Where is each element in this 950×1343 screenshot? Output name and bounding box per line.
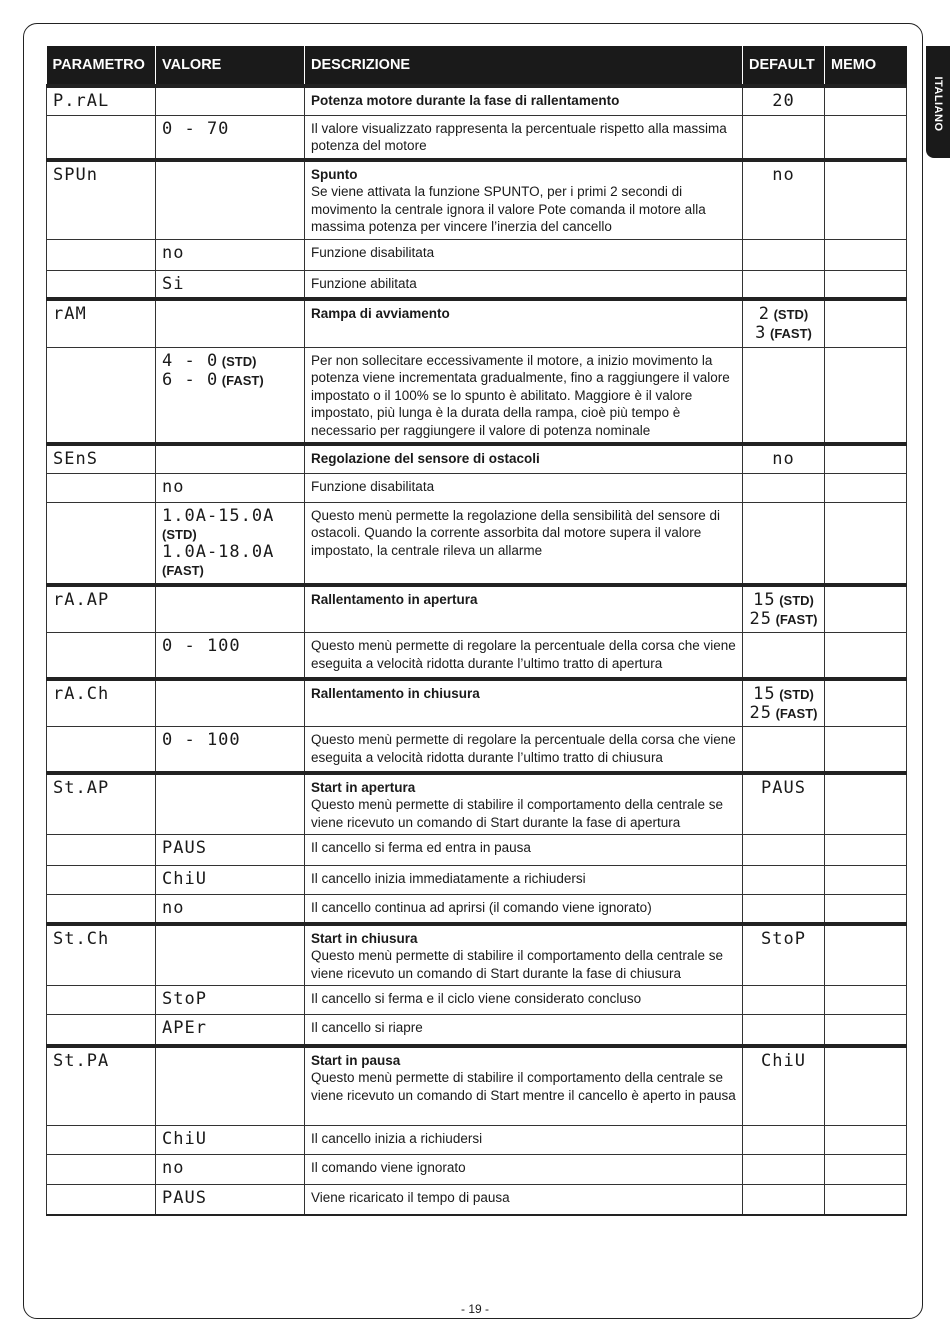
- description-title: Rampa di avviamento: [311, 306, 450, 321]
- value-suffix: (STD): [775, 592, 814, 608]
- default-cell: [743, 299, 825, 347]
- param-cell: [47, 86, 156, 115]
- memo-cell: [825, 866, 907, 895]
- memo-cell: [825, 1185, 907, 1215]
- param-cell: [47, 347, 156, 444]
- description-text: Se viene attivata la funzione SPUNTO, per i primi 2 secondi di movimento la centrale ignora il valore Pote comanda il motore alla massima potenza per vincere l’inerzia del cancello: [311, 184, 706, 234]
- description-title: Start in apertura: [311, 779, 416, 795]
- value-suffix: (STD): [162, 526, 197, 542]
- table-row: [47, 347, 907, 444]
- param-cell: [47, 299, 156, 347]
- description-cell: [305, 1015, 743, 1046]
- param-cell: [47, 473, 156, 502]
- table-row: [47, 1155, 907, 1185]
- description-text: Questo menù permette di stabilire il comportamento della centrale se viene ricevuto un comando di Start durante la fase di chiusura: [311, 948, 723, 981]
- language-tab: [926, 46, 950, 158]
- param-cell: [47, 773, 156, 835]
- default-value: [749, 685, 818, 704]
- memo-cell: [825, 835, 907, 866]
- default-value: [749, 591, 818, 610]
- memo-cell: [825, 1046, 907, 1126]
- header-memo: MEMO: [825, 46, 907, 86]
- description-text: Il comando viene ignorato: [311, 1160, 466, 1175]
- table-body: [47, 86, 907, 1215]
- table-row: [47, 866, 907, 895]
- default-value: [749, 450, 818, 469]
- memo-cell: [825, 239, 907, 270]
- value-suffix: (FAST): [162, 563, 204, 578]
- description-text: Questo menù permette la regolazione della sensibilità del sensore di ostacoli. Quando la corrente assorbita dal motore supera il valore impostato, la centrale rileva un allarme: [311, 507, 720, 558]
- description-cell: [305, 160, 743, 240]
- description-cell: [305, 1046, 743, 1126]
- memo-cell: [825, 86, 907, 115]
- param-cell: [47, 633, 156, 679]
- table-row: [47, 835, 907, 866]
- value-line: [162, 839, 298, 858]
- value-cell: [156, 239, 305, 270]
- param-cell: [47, 1185, 156, 1215]
- default-cell: [743, 773, 825, 835]
- lcd-value: ChiU: [761, 1050, 806, 1071]
- description-text: Questo menù permette di regolare la percentuale della corsa che viene eseguita a velocità ridotta durante l’ultimo tratto di apertura: [311, 638, 736, 671]
- lcd-value: no: [162, 242, 185, 263]
- param-cell: [47, 1015, 156, 1046]
- value-cell: [156, 1126, 305, 1155]
- description-cell: [305, 924, 743, 986]
- description-text: Questo menù permette di regolare la percentuale della corsa che viene eseguita a velocità ridotta durante l’ultimo tratto di chiusura: [311, 732, 736, 765]
- table-row: [47, 239, 907, 270]
- value-cell: [156, 773, 305, 835]
- description-text: Viene ricaricato il tempo di pausa: [311, 1190, 510, 1205]
- value-cell: [156, 86, 305, 115]
- description-cell: [305, 727, 743, 773]
- default-cell: [743, 633, 825, 679]
- table-row: [47, 86, 907, 115]
- memo-cell: [825, 895, 907, 924]
- description-cell: [305, 444, 743, 473]
- memo-cell: [825, 924, 907, 986]
- param-code: St.PA: [53, 1050, 110, 1071]
- default-cell: [743, 239, 825, 270]
- default-cell: [743, 924, 825, 986]
- default-cell: [743, 585, 825, 633]
- table-row: [47, 1015, 907, 1046]
- description-cell: [305, 115, 743, 160]
- param-cell: [47, 502, 156, 585]
- value-cell: [156, 444, 305, 473]
- description-cell: [305, 1155, 743, 1185]
- param-cell: [47, 835, 156, 866]
- description-text: Il cancello inizia immediatamente a richiudersi: [311, 871, 586, 886]
- default-value: [749, 92, 818, 111]
- value-suffix: (STD): [218, 353, 257, 369]
- lcd-value: PAUS: [761, 777, 806, 798]
- header-parametro: PARAMETRO: [47, 46, 156, 86]
- value-cell: [156, 1015, 305, 1046]
- param-cell: [47, 986, 156, 1015]
- lcd-value: ChiU: [162, 869, 207, 889]
- default-cell: [743, 986, 825, 1015]
- param-cell: [47, 727, 156, 773]
- default-cell: [743, 473, 825, 502]
- description-text: Il cancello si riapre: [311, 1020, 423, 1035]
- lcd-value: no: [772, 449, 795, 469]
- memo-cell: [825, 1126, 907, 1155]
- memo-cell: [825, 270, 907, 299]
- param-code: St.Ch: [53, 928, 110, 949]
- param-cell: [47, 679, 156, 727]
- lcd-value: PAUS: [162, 838, 207, 858]
- default-cell: [743, 679, 825, 727]
- value-cell: [156, 727, 305, 773]
- memo-cell: [825, 585, 907, 633]
- default-cell: [743, 727, 825, 773]
- param-cell: [47, 115, 156, 160]
- description-text: Funzione disabilitata: [311, 244, 435, 260]
- table-row: [47, 585, 907, 633]
- value-line: [162, 543, 298, 580]
- default-cell: [743, 444, 825, 473]
- description-cell: [305, 895, 743, 924]
- description-text: Il cancello continua ad aprirsi (il comando viene ignorato): [311, 900, 652, 915]
- memo-cell: [825, 473, 907, 502]
- table-row: [47, 1126, 907, 1155]
- value-suffix: (STD): [769, 307, 809, 322]
- value-cell: [156, 1185, 305, 1215]
- page-number: - 19 -: [460, 1302, 489, 1316]
- lcd-value: no: [162, 1158, 185, 1178]
- memo-cell: [825, 444, 907, 473]
- description-text: Il cancello si ferma e il ciclo viene considerato concluso: [311, 991, 642, 1006]
- value-line: [162, 507, 298, 544]
- memo-cell: [825, 679, 907, 727]
- table-row: [47, 773, 907, 835]
- memo-cell: [825, 160, 907, 240]
- description-cell: [305, 270, 743, 299]
- description-cell: [305, 86, 743, 115]
- default-cell: [743, 86, 825, 115]
- default-cell: [743, 1126, 825, 1155]
- param-cell: [47, 1046, 156, 1126]
- default-cell: [743, 502, 825, 585]
- value-line: [162, 899, 298, 918]
- value-suffix: (FAST): [218, 372, 264, 388]
- default-cell: [743, 270, 825, 299]
- description-title: Rallentamento in chiusura: [311, 685, 480, 701]
- param-code: rA.AP: [53, 589, 110, 610]
- value-cell: [156, 160, 305, 240]
- value-cell: [156, 866, 305, 895]
- table-row: [47, 160, 907, 240]
- value-cell: [156, 502, 305, 585]
- value-line: [162, 637, 298, 656]
- value-line: [162, 731, 298, 750]
- description-cell: [305, 1185, 743, 1215]
- description-title: Start in pausa: [311, 1052, 401, 1068]
- default-cell: [743, 866, 825, 895]
- lcd-value: APEr: [162, 1018, 207, 1038]
- lcd-value: PAUS: [162, 1188, 207, 1208]
- table-row: [47, 115, 907, 160]
- param-cell: [47, 585, 156, 633]
- value-suffix: (FAST): [766, 326, 812, 341]
- description-cell: [305, 299, 743, 347]
- table-header-row: [47, 46, 907, 86]
- param-code: SEnS: [53, 449, 98, 469]
- lcd-value: no: [772, 164, 795, 185]
- value-cell: [156, 270, 305, 299]
- value-line: [162, 990, 298, 1009]
- language-tab-label: ITALIANO: [932, 76, 944, 132]
- default-value: [749, 166, 818, 185]
- description-cell: [305, 585, 743, 633]
- value-line: [162, 1159, 298, 1178]
- description-cell: [305, 347, 743, 444]
- table-row: [47, 986, 907, 1015]
- description-cell: [305, 866, 743, 895]
- lcd-value: Si: [162, 273, 185, 294]
- default-value: [749, 305, 818, 324]
- description-cell: [305, 502, 743, 585]
- lcd-value: 0 - 70: [162, 118, 230, 139]
- param-cell: [47, 444, 156, 473]
- value-cell: [156, 1155, 305, 1185]
- value-line: [162, 1189, 298, 1208]
- default-value: [749, 610, 818, 629]
- param-cell: [47, 239, 156, 270]
- value-line: [162, 275, 298, 294]
- default-cell: [743, 1015, 825, 1046]
- param-cell: [47, 924, 156, 986]
- memo-cell: [825, 773, 907, 835]
- param-code: St.AP: [53, 777, 110, 798]
- header-descrizione: DESCRIZIONE: [305, 46, 743, 86]
- description-text: Funzione disabilitata: [311, 478, 435, 494]
- description-text: Il cancello si ferma ed entra in pausa: [311, 840, 531, 855]
- lcd-value: 1.0A-15.0A: [162, 505, 275, 526]
- value-suffix: (STD): [775, 686, 814, 702]
- param-cell: [47, 895, 156, 924]
- value-cell: [156, 115, 305, 160]
- lcd-value: no: [162, 898, 185, 918]
- lcd-value: 25: [749, 702, 772, 723]
- param-cell: [47, 1155, 156, 1185]
- default-cell: [743, 1046, 825, 1126]
- description-cell: [305, 633, 743, 679]
- default-value: [749, 779, 818, 798]
- description-title: Rallentamento in apertura: [311, 591, 478, 607]
- default-cell: [743, 1185, 825, 1215]
- default-value: [749, 704, 818, 723]
- description-cell: [305, 986, 743, 1015]
- table-row: [47, 1185, 907, 1215]
- memo-cell: [825, 299, 907, 347]
- description-text: Questo menù permette di stabilire il comportamento della centrale se viene ricevuto un comando di Start mentre il cancello è aperto in pausa: [311, 1070, 736, 1103]
- default-cell: [743, 1155, 825, 1185]
- value-line: [162, 870, 298, 889]
- lcd-value: 4 - 0: [162, 350, 219, 371]
- value-line: [162, 1130, 298, 1149]
- param-cell: [47, 1126, 156, 1155]
- memo-cell: [825, 633, 907, 679]
- value-suffix: (FAST): [771, 611, 818, 627]
- lcd-value: 0 - 100: [162, 730, 241, 750]
- default-cell: [743, 160, 825, 240]
- description-cell: [305, 1126, 743, 1155]
- value-cell: [156, 679, 305, 727]
- default-value: [749, 930, 818, 949]
- param-code: SPUn: [53, 164, 98, 185]
- table-row: [47, 270, 907, 299]
- header-default: DEFAULT: [743, 46, 825, 86]
- value-line: [162, 352, 298, 371]
- lcd-value: 2: [758, 304, 770, 324]
- memo-cell: [825, 727, 907, 773]
- default-cell: [743, 115, 825, 160]
- value-cell: [156, 895, 305, 924]
- table-row: [47, 679, 907, 727]
- table-row: [47, 727, 907, 773]
- description-cell: [305, 773, 743, 835]
- param-code: rA.Ch: [53, 683, 110, 704]
- lcd-value: no: [162, 476, 185, 497]
- description-cell: [305, 835, 743, 866]
- lcd-value: 6 - 0: [162, 369, 219, 390]
- description-text: Funzione abilitata: [311, 275, 417, 291]
- value-line: [162, 1019, 298, 1038]
- description-title: Spunto: [311, 166, 358, 182]
- value-cell: [156, 347, 305, 444]
- description-title: Regolazione del sensore di ostacoli: [311, 451, 540, 466]
- table-row: [47, 444, 907, 473]
- header-valore: VALORE: [156, 46, 305, 86]
- lcd-value: 3: [755, 323, 767, 343]
- value-line: [162, 120, 298, 139]
- default-cell: [743, 895, 825, 924]
- description-title: Potenza motore durante la fase di rallentamento: [311, 93, 620, 108]
- param-code: P.rAL: [53, 91, 110, 111]
- description-text: Il cancello inizia a richiudersi: [311, 1131, 483, 1146]
- description-cell: [305, 679, 743, 727]
- memo-cell: [825, 986, 907, 1015]
- table-row: [47, 924, 907, 986]
- description-text: Il valore visualizzato rappresenta la percentuale rispetto alla massima potenza del motore: [311, 120, 727, 153]
- default-value: [749, 324, 818, 343]
- lcd-value: 1.0A-18.0A: [162, 542, 275, 562]
- param-code: rAM: [53, 304, 87, 324]
- param-cell: [47, 160, 156, 240]
- value-cell: [156, 299, 305, 347]
- lcd-value: 20: [772, 91, 795, 111]
- memo-cell: [825, 1015, 907, 1046]
- lcd-value: StoP: [162, 989, 207, 1009]
- lcd-value: 15: [753, 589, 776, 610]
- value-cell: [156, 633, 305, 679]
- lcd-value: 15: [753, 683, 776, 704]
- table-row: [47, 473, 907, 502]
- table-row: [47, 502, 907, 585]
- value-line: [162, 371, 298, 390]
- description-title: Start in chiusura: [311, 930, 418, 946]
- description-text: Per non sollecitare eccessivamente il motore, a inizio movimento la potenza viene incrementata gradualmente, fino a raggiungere il valore impostato o il 100% se lo spunto è abilitato. Maggiore è il valore impostato, più lunga è la durata della rampa, cioè più tempo è necessario per raggiungere il valore di potenza nominale: [311, 352, 730, 438]
- default-cell: [743, 835, 825, 866]
- table-row: [47, 895, 907, 924]
- table-row: [47, 1046, 907, 1126]
- table-row: [47, 299, 907, 347]
- param-cell: [47, 866, 156, 895]
- value-line: [162, 478, 298, 497]
- value-cell: [156, 473, 305, 502]
- value-cell: [156, 585, 305, 633]
- description-cell: [305, 239, 743, 270]
- value-suffix: (FAST): [771, 705, 818, 721]
- memo-cell: [825, 347, 907, 444]
- param-cell: [47, 270, 156, 299]
- parameter-table: [46, 46, 907, 1216]
- memo-cell: [825, 115, 907, 160]
- table-row: [47, 633, 907, 679]
- description-cell: [305, 473, 743, 502]
- lcd-value: ChiU: [162, 1129, 207, 1149]
- memo-cell: [825, 1155, 907, 1185]
- lcd-value: StoP: [761, 928, 806, 949]
- value-cell: [156, 986, 305, 1015]
- value-line: [162, 244, 298, 263]
- description-text: Questo menù permette di stabilire il comportamento della centrale se viene ricevuto un comando di Start durante la fase di apertura: [311, 797, 723, 830]
- value-cell: [156, 1046, 305, 1126]
- lcd-value: 0 - 100: [162, 636, 241, 656]
- default-value: [749, 1052, 818, 1071]
- value-cell: [156, 835, 305, 866]
- lcd-value: 25: [749, 608, 772, 629]
- memo-cell: [825, 502, 907, 585]
- default-cell: [743, 347, 825, 444]
- value-cell: [156, 924, 305, 986]
